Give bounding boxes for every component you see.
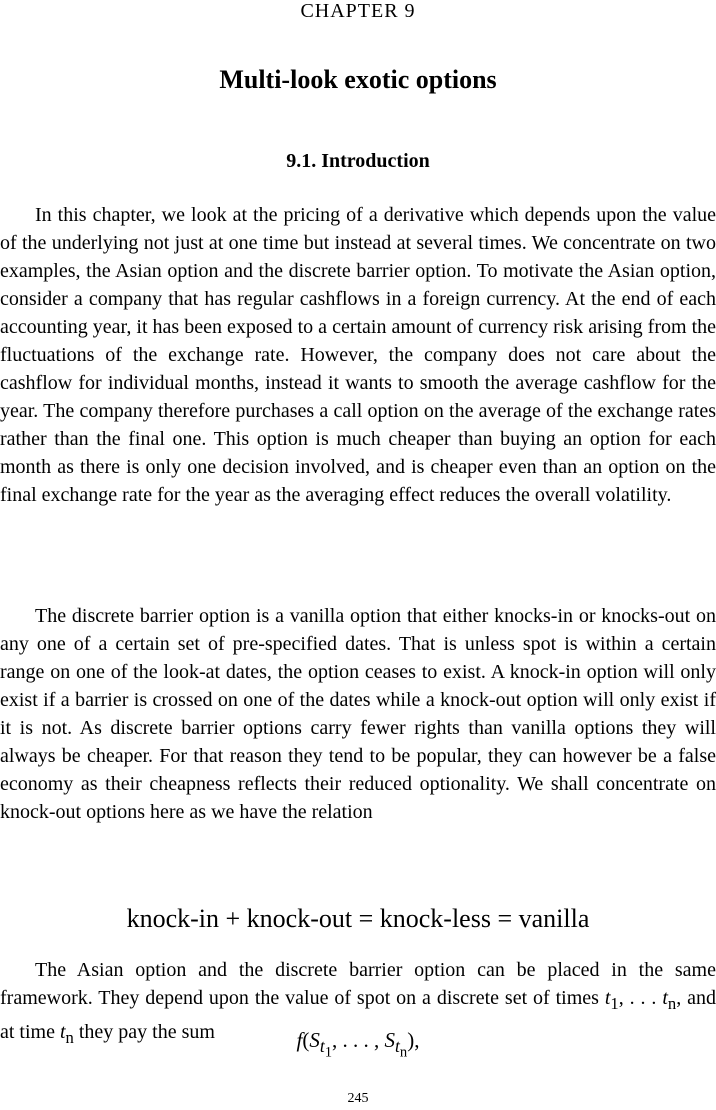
chapter-label: CHAPTER 9 xyxy=(300,0,416,22)
sub-n: n xyxy=(667,994,677,1013)
formula-sub-t1 xyxy=(319,1036,333,1061)
ellipsis: , . . . xyxy=(618,987,663,1009)
formula-Sn: S xyxy=(384,1028,396,1052)
framework-text-end: they pay the sum xyxy=(73,1021,215,1043)
framework-text-mid: , and at time xyxy=(0,987,716,1043)
var-t-n-2: t xyxy=(59,1021,66,1043)
formula-sub1: 1 xyxy=(324,1044,333,1061)
sub-1: 1 xyxy=(610,994,619,1013)
framework-text-start: The Asian option and the discrete barrier option can be placed in the same framework. They depend upon the value of spot on a discrete set of times xyxy=(0,959,716,1009)
page-number: 245 xyxy=(347,1091,369,1106)
formula-tn: t xyxy=(395,1036,400,1057)
payoff-formula xyxy=(0,1025,716,1068)
formula-open: ( xyxy=(302,1028,310,1052)
formula-t1: t xyxy=(319,1036,325,1057)
formula-S1: S xyxy=(309,1028,320,1052)
formula-subn: n xyxy=(399,1044,408,1061)
formula-f: f xyxy=(296,1028,303,1052)
section-heading: 9.1. Introduction xyxy=(286,150,430,172)
var-t-n: t xyxy=(662,987,668,1009)
var-t: t xyxy=(604,987,611,1009)
sub-n-2: n xyxy=(65,1028,74,1047)
formula-close: ), xyxy=(407,1028,420,1052)
display-equation: knock-in + knock-out = knock-less = vanilla xyxy=(126,904,590,933)
chapter-title: Multi-look exotic options xyxy=(219,65,497,94)
formula-sub-tn xyxy=(395,1036,408,1061)
paragraph-barrier: The discrete barrier option is a vanilla option that either knocks-in or knocks-out on any one of a certain set of pre-specified dates. That is unless spot is within a certain range on one of the look-at dates, the option ceases to exist. A knock-in option will only exist if a barrier is crossed on one of the dates while a knock-out option will only exist if it is not. As discrete barrier options carry fewer rights than vanilla options they will always be cheaper. For that reason they tend to be popular, they can however be a false economy as their cheapness reflects their reduced optionality. We shall concentrate on knock-out options here as we have the relation xyxy=(0,605,716,823)
formula-sep: , . . . , xyxy=(332,1028,385,1052)
paragraph-intro: In this chapter, we look at the pricing of a derivative which depends upon the value of the underlying not just at one time but instead at several times. We concentrate on two examples, the Asian option and the discrete barrier option. To motivate the Asian option, consider a company that has regular cashflows in a foreign currency. At the end of each accounting year, it has been exposed to a certain amount of currency risk arising from the fluctuations of the exchange rate. However, the company does not care about the cashflow for individual months, instead it wants to smooth the average cashflow for the year. The company therefore purchases a call option on the average of the exchange rates rather than the final one. This option is much cheaper than buying an option for each month as there is only one decision involved, and is cheaper even than an option on the final exchange rate for the year as the averaging effect reduces the overall volatility. xyxy=(0,204,716,506)
